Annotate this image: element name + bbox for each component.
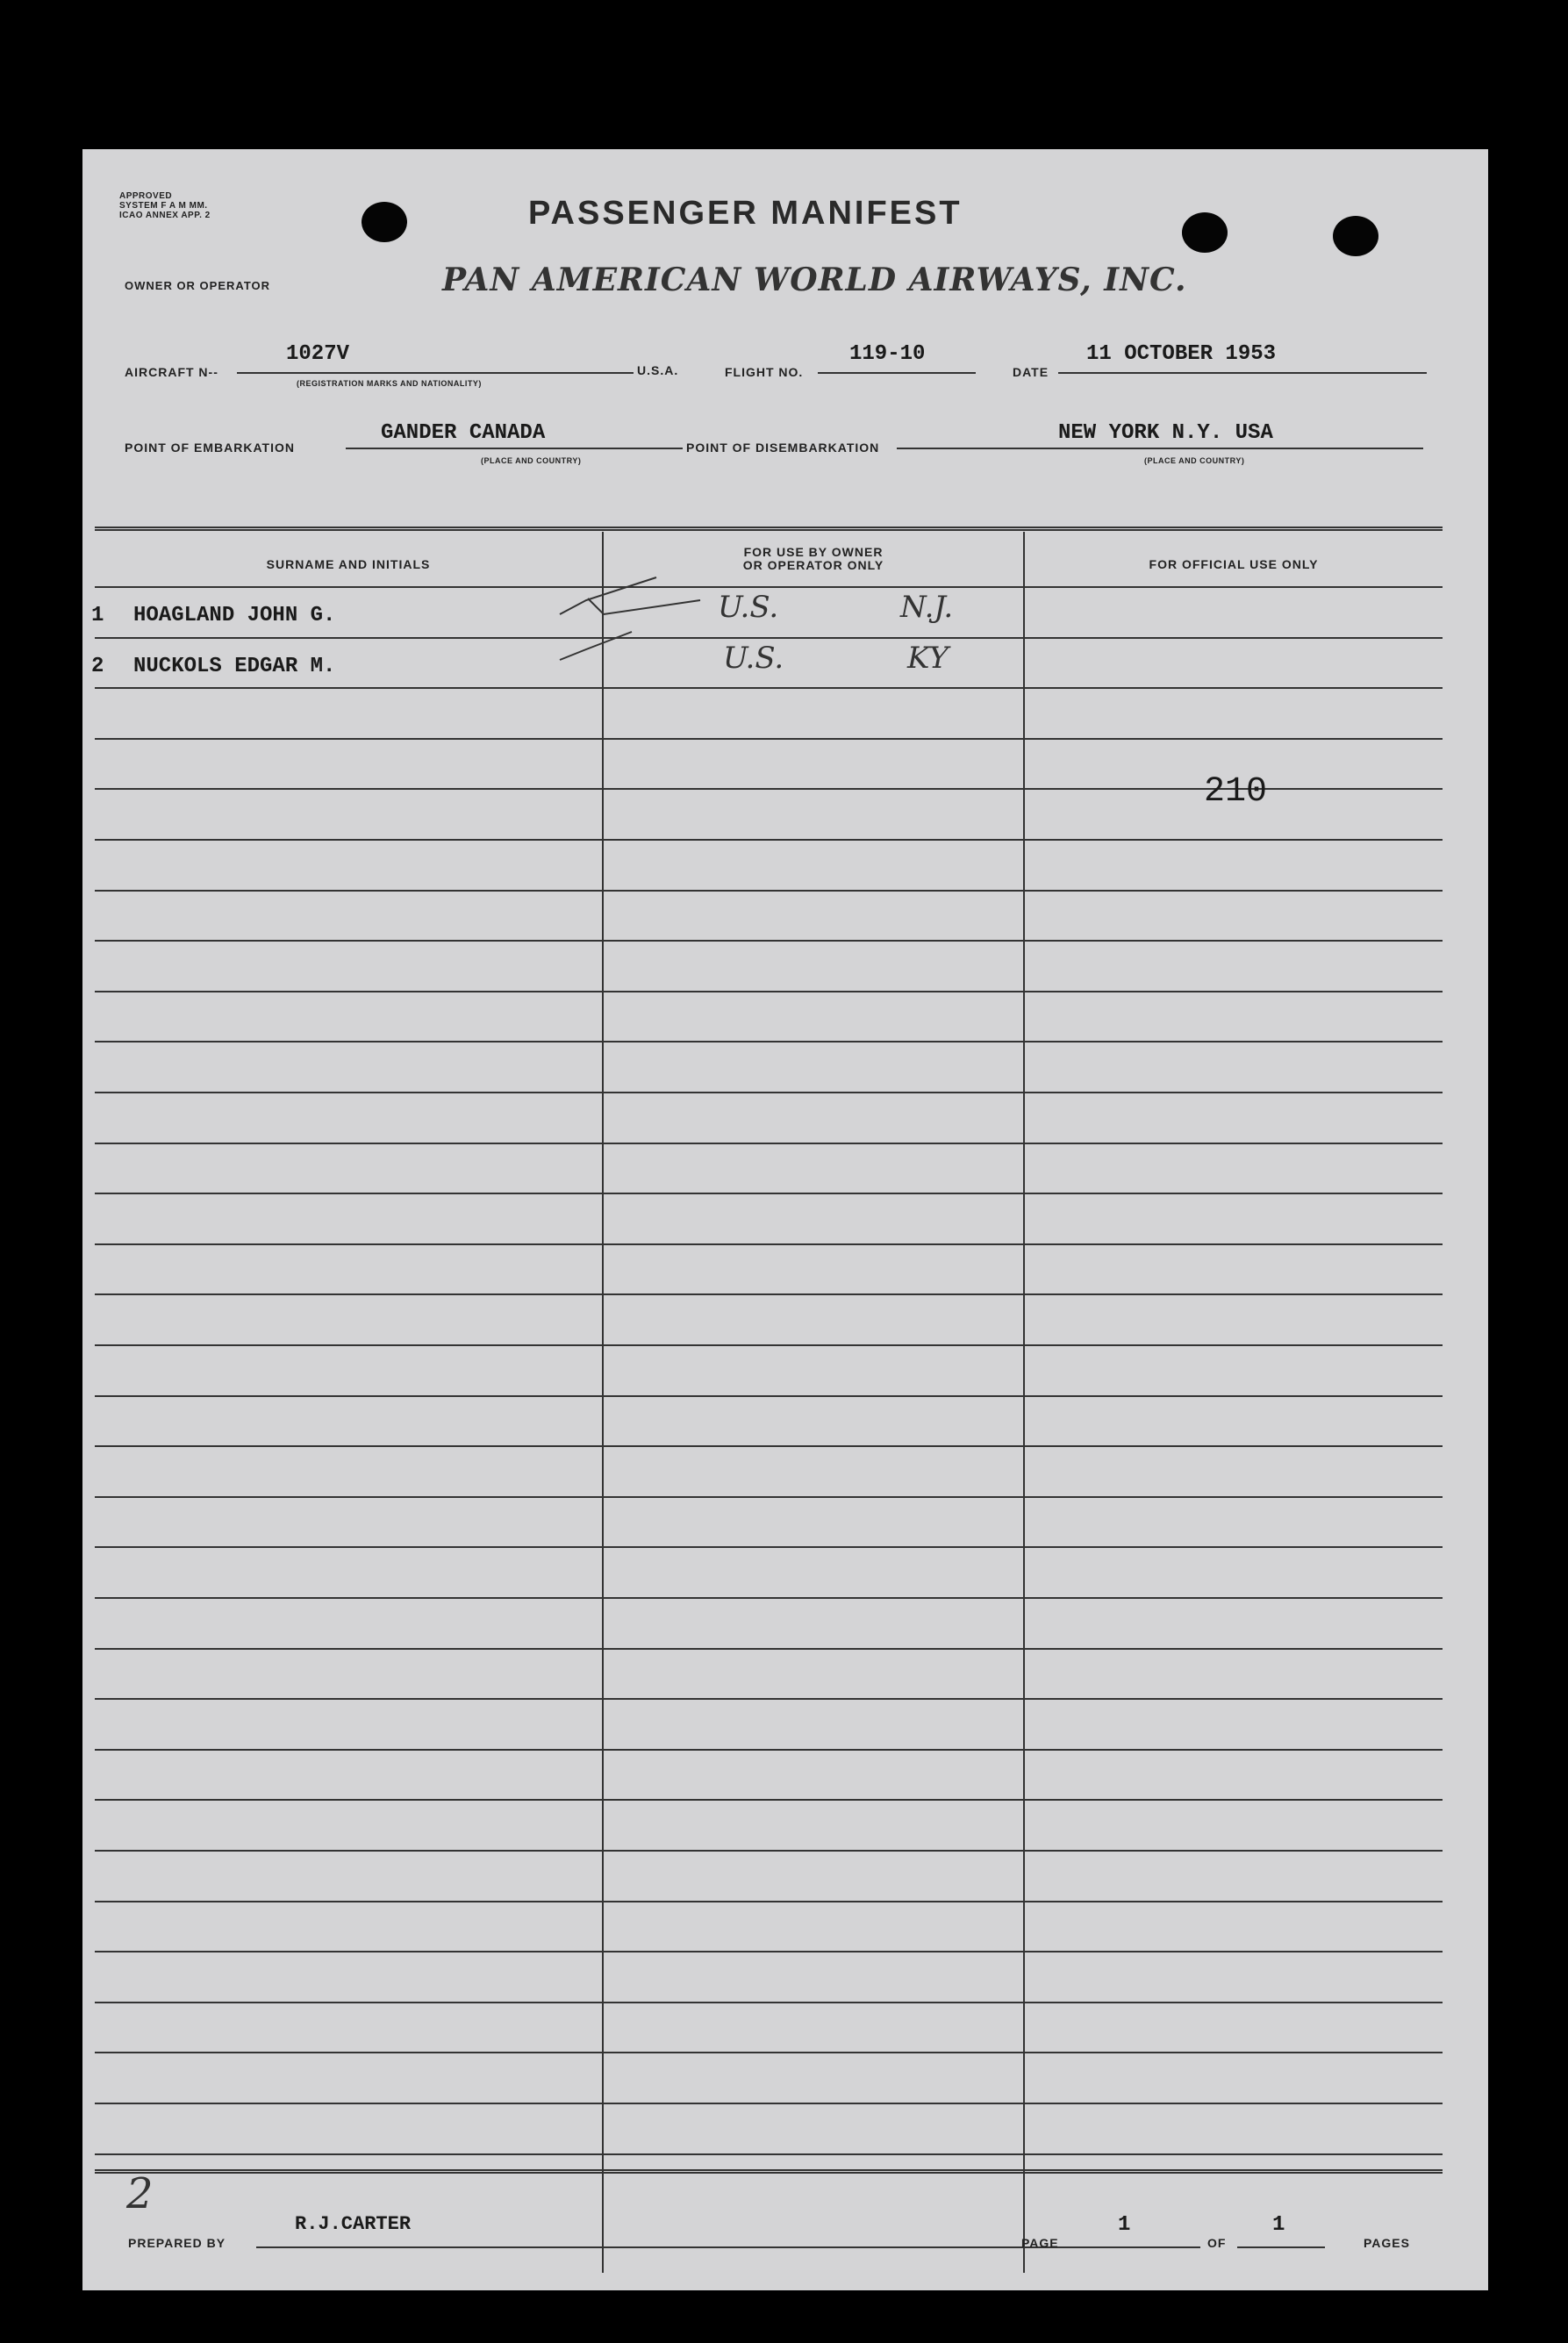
row-rule <box>95 1597 1443 1599</box>
check-marks <box>551 562 718 693</box>
row-rule <box>95 1395 1443 1397</box>
flight-value: 119-10 <box>849 342 926 366</box>
col-header-line: FOR USE BY OWNER <box>743 545 884 559</box>
row-rule <box>95 738 1443 740</box>
approval-line: ICAO ANNEX APP. 2 <box>119 211 211 220</box>
aircraft-underline <box>237 372 634 374</box>
prepared-value: R.J.CARTER <box>295 2213 412 2235</box>
punch-hole <box>362 202 407 242</box>
embark-underline <box>346 448 683 449</box>
passenger-name: NUCKOLS EDGAR M. <box>133 655 336 678</box>
row-number: 2 <box>91 655 104 678</box>
column-divider <box>602 532 604 2273</box>
flight-underline <box>818 372 976 374</box>
check-mark <box>588 598 700 614</box>
row-rule <box>95 2153 1443 2155</box>
row-rule <box>95 1901 1443 1902</box>
row-rule <box>95 1445 1443 1447</box>
disembark-underline <box>897 448 1423 449</box>
passenger-country: U.S. <box>723 641 784 676</box>
row-rule <box>95 1243 1443 1245</box>
pages-label: PAGES <box>1364 2236 1410 2250</box>
aircraft-caption: (REGISTRATION MARKS AND NATIONALITY) <box>297 379 482 388</box>
of-label: OF <box>1207 2236 1227 2250</box>
owner-label: OWNER OR OPERATOR <box>125 279 271 292</box>
margin-mark: 2 <box>126 2169 154 2218</box>
row-number: 1 <box>91 604 104 627</box>
row-rule <box>95 940 1443 942</box>
table-top-rule <box>95 527 1443 531</box>
passenger-state: KY <box>907 641 949 676</box>
row-rule <box>95 1799 1443 1801</box>
check-mark <box>560 632 632 660</box>
usa-label: U.S.A. <box>637 363 679 377</box>
row-rule <box>95 1092 1443 1093</box>
embark-label: POINT OF EMBARKATION <box>125 441 295 455</box>
approval-line: APPROVED <box>119 191 173 201</box>
row-rule <box>95 1546 1443 1548</box>
approval-stamp <box>119 191 211 220</box>
form-title: PASSENGER MANIFEST <box>528 195 963 232</box>
flight-label: FLIGHT NO. <box>725 365 804 379</box>
row-rule <box>95 1749 1443 1751</box>
page-underline <box>1069 2246 1200 2248</box>
approval-line: SYSTEM F A M MM. <box>119 201 208 211</box>
embark-value: GANDER CANADA <box>381 421 546 445</box>
company-name: PAN AMERICAN WORLD AIRWAYS, INC. <box>442 262 1187 298</box>
row-rule <box>95 890 1443 892</box>
aircraft-label: AIRCRAFT N-- <box>125 365 218 379</box>
of-underline <box>1237 2246 1325 2248</box>
row-rule <box>95 687 1443 689</box>
passenger-country: U.S. <box>718 590 779 625</box>
row-rule <box>95 637 1443 639</box>
row-rule <box>95 1951 1443 1952</box>
passenger-name: HOAGLAND JOHN G. <box>133 604 336 627</box>
of-value: 1 <box>1272 2213 1285 2237</box>
row-rule <box>95 1143 1443 1144</box>
embark-caption: (PLACE AND COUNTRY) <box>481 456 582 465</box>
col-header-line: OR OPERATOR ONLY <box>742 558 884 572</box>
row-rule <box>95 2002 1443 2003</box>
row-rule <box>95 1850 1443 1852</box>
row-rule <box>95 1193 1443 1194</box>
table-bottom-rule <box>95 2169 1443 2174</box>
punch-hole <box>1182 212 1228 253</box>
row-rule <box>95 1041 1443 1043</box>
date-underline <box>1058 372 1427 374</box>
prepared-underline <box>256 2246 1104 2248</box>
column-divider <box>1023 532 1025 2273</box>
date-label: DATE <box>1013 365 1049 379</box>
official-note: 210 <box>1204 772 1268 812</box>
row-rule <box>95 1344 1443 1346</box>
col-header-surname: SURNAME AND INITIALS <box>266 557 431 571</box>
prepared-label: PREPARED BY <box>128 2236 226 2250</box>
row-rule <box>95 2052 1443 2053</box>
disembark-value: NEW YORK N.Y. USA <box>1058 421 1273 445</box>
manifest-sheet <box>82 149 1488 2290</box>
row-rule <box>95 1496 1443 1498</box>
row-rule <box>95 1293 1443 1295</box>
aircraft-value: 1027V <box>286 342 350 366</box>
row-rule <box>95 1698 1443 1700</box>
punch-hole <box>1333 216 1378 256</box>
passenger-state: N.J. <box>900 590 954 625</box>
row-rule <box>95 2103 1443 2104</box>
col-header-official: FOR OFFICIAL USE ONLY <box>1149 557 1319 571</box>
row-rule <box>95 991 1443 992</box>
disembark-caption: (PLACE AND COUNTRY) <box>1144 456 1245 465</box>
disembark-label: POINT OF DISEMBARKATION <box>686 441 880 455</box>
row-rule <box>95 1648 1443 1650</box>
row-rule <box>95 839 1443 841</box>
row-rule <box>95 586 1443 588</box>
date-value: 11 OCTOBER 1953 <box>1086 342 1277 366</box>
page-label: PAGE <box>1021 2236 1059 2250</box>
page-value: 1 <box>1118 2213 1131 2237</box>
